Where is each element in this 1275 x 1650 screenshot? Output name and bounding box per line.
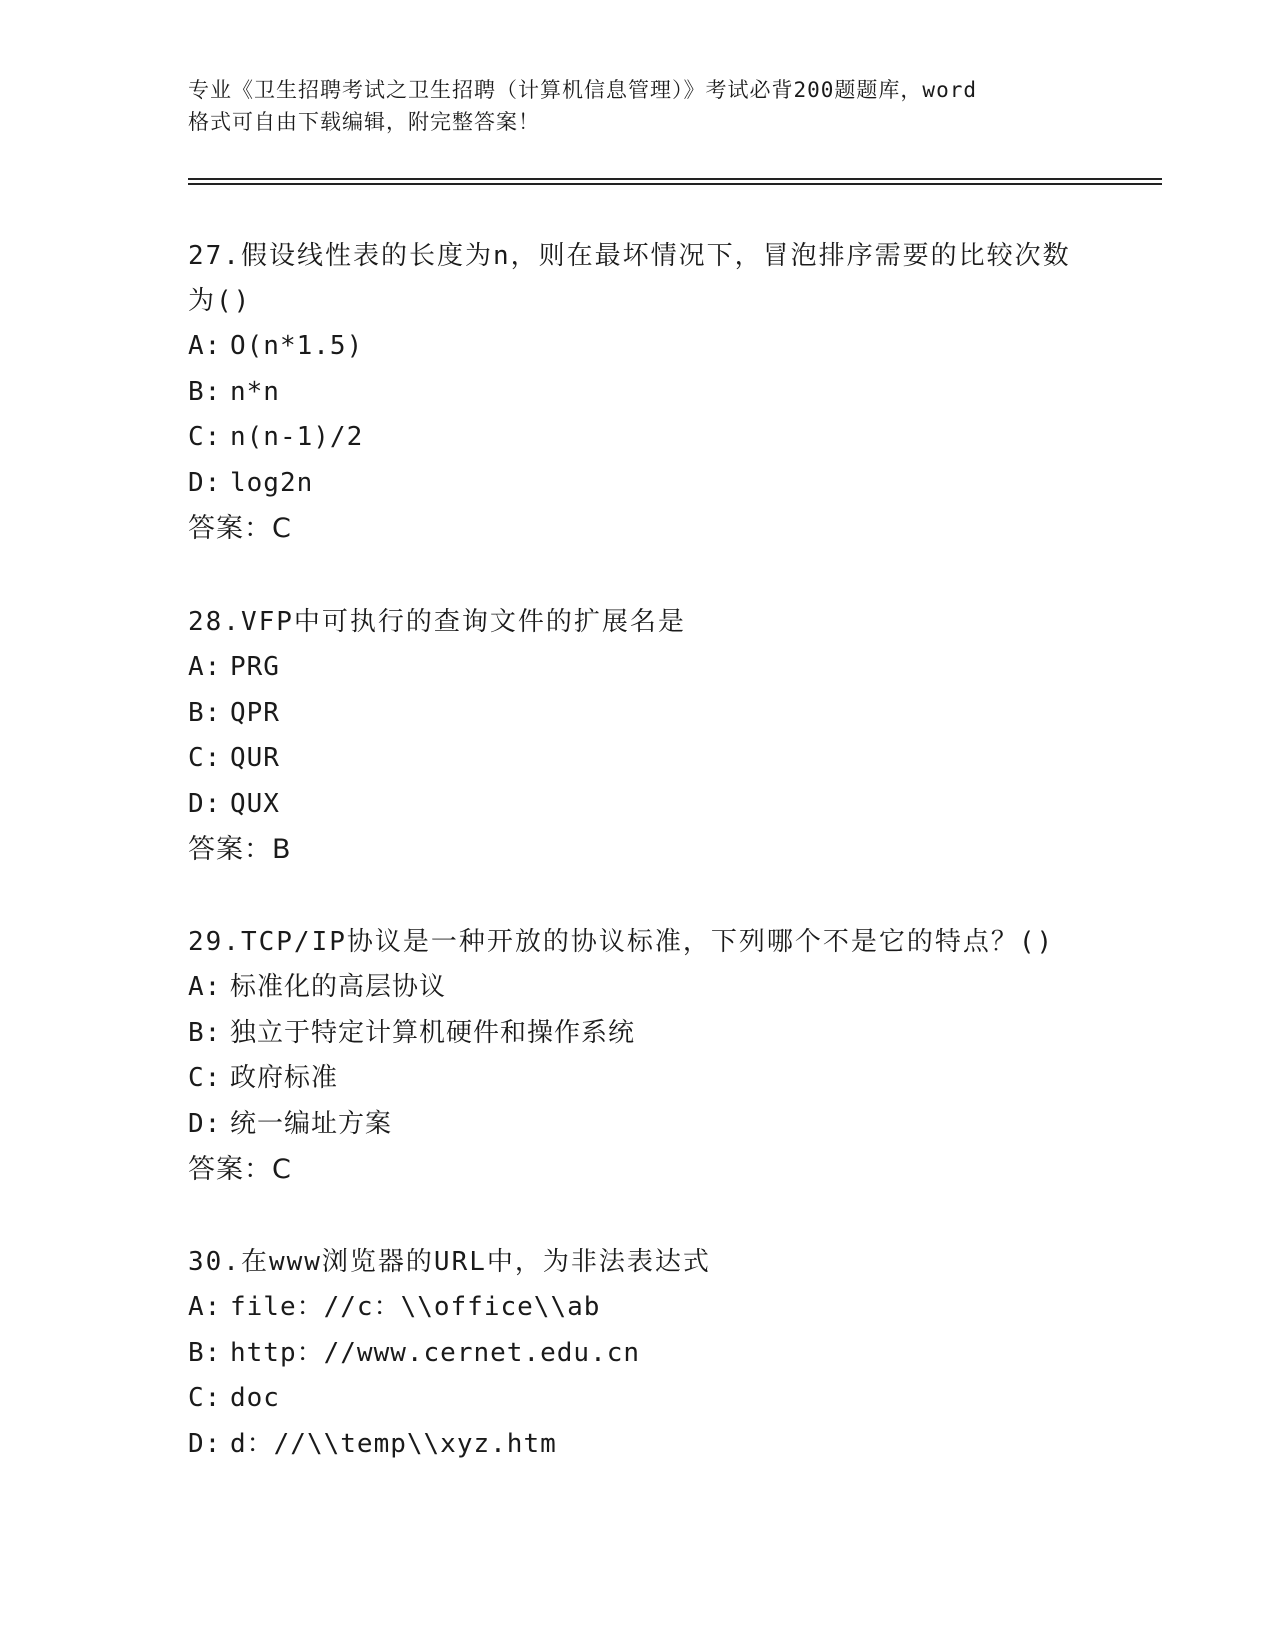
option-text: PRG bbox=[230, 652, 280, 682]
option-c bbox=[188, 415, 1088, 461]
option-label: C: bbox=[188, 422, 222, 453]
option-a bbox=[188, 1285, 1088, 1331]
option-c bbox=[188, 1056, 1088, 1102]
question-text: 28.VFP中可执行的查询文件的扩展名是 bbox=[188, 607, 686, 637]
option-label: A: bbox=[188, 972, 222, 1002]
option-text: d：//\\temp\\xyz.htm bbox=[230, 1428, 557, 1459]
option-label: A: bbox=[188, 331, 222, 361]
option-label: C: bbox=[188, 1063, 222, 1094]
header-line-1: 专业《卫生招聘考试之卫生招聘（计算机信息管理）》考试必背200题题库，word bbox=[188, 78, 977, 102]
option-label: A: bbox=[188, 652, 222, 682]
option-label: B: bbox=[188, 376, 222, 407]
option-text: O(n*1.5) bbox=[230, 331, 364, 361]
option-label: A: bbox=[188, 1292, 222, 1322]
option-text: QUR bbox=[230, 743, 280, 774]
option-label: B: bbox=[188, 1337, 222, 1368]
header-divider-top bbox=[188, 178, 1162, 180]
option-d bbox=[188, 782, 1088, 828]
option-text: 标准化的高层协议 bbox=[230, 972, 447, 1002]
option-text: 独立于特定计算机硬件和操作系统 bbox=[230, 1017, 636, 1048]
option-a bbox=[188, 645, 1088, 691]
option-text: 统一编址方案 bbox=[230, 1108, 393, 1139]
option-b bbox=[188, 1011, 1088, 1057]
option-text: n(n-1)/2 bbox=[230, 422, 364, 453]
question-text: 29.TCP/IP协议是一种开放的协议标准，下列哪个不是它的特点？() bbox=[188, 927, 1055, 957]
option-a bbox=[188, 324, 1088, 370]
option-c bbox=[188, 1376, 1088, 1422]
option-text: 政府标准 bbox=[230, 1063, 339, 1094]
option-d bbox=[188, 1102, 1088, 1148]
question-30 bbox=[188, 1240, 1088, 1467]
header-line-2: 格式可自由下载编辑，附完整答案！ bbox=[188, 110, 540, 134]
option-text: file：//c：\\office\\ab bbox=[230, 1292, 601, 1322]
option-d bbox=[188, 461, 1088, 507]
option-label: D: bbox=[188, 1428, 222, 1459]
question-27 bbox=[188, 234, 1088, 552]
option-label: B: bbox=[188, 697, 222, 728]
question-text: 30.在www浏览器的URL中，为非法表达式 bbox=[188, 1247, 711, 1277]
option-text: http：//www.cernet.edu.cn bbox=[230, 1337, 641, 1368]
option-text: n*n bbox=[230, 376, 280, 407]
option-d bbox=[188, 1422, 1088, 1468]
option-label: C: bbox=[188, 1383, 222, 1414]
answer: 答案：C bbox=[188, 513, 292, 545]
header-divider-bottom bbox=[188, 183, 1162, 185]
question-28 bbox=[188, 600, 1088, 873]
option-text: QPR bbox=[230, 697, 280, 728]
option-text: doc bbox=[230, 1383, 280, 1414]
answer: 答案：C bbox=[188, 1154, 292, 1186]
question-text: 27.假设线性表的长度为n，则在最坏情况下，冒泡排序需要的比较次数为() bbox=[188, 241, 1071, 316]
option-a bbox=[188, 965, 1088, 1011]
option-b bbox=[188, 691, 1088, 737]
option-label: B: bbox=[188, 1017, 222, 1048]
option-text: log2n bbox=[230, 467, 314, 498]
option-label: D: bbox=[188, 1108, 222, 1139]
option-label: D: bbox=[188, 467, 222, 498]
document-header bbox=[188, 74, 1088, 138]
option-b bbox=[188, 1331, 1088, 1377]
option-label: C: bbox=[188, 743, 222, 774]
option-b bbox=[188, 370, 1088, 416]
option-label: D: bbox=[188, 788, 222, 819]
question-29 bbox=[188, 920, 1088, 1193]
answer: 答案：B bbox=[188, 834, 292, 866]
option-text: QUX bbox=[230, 788, 280, 819]
option-c bbox=[188, 736, 1088, 782]
